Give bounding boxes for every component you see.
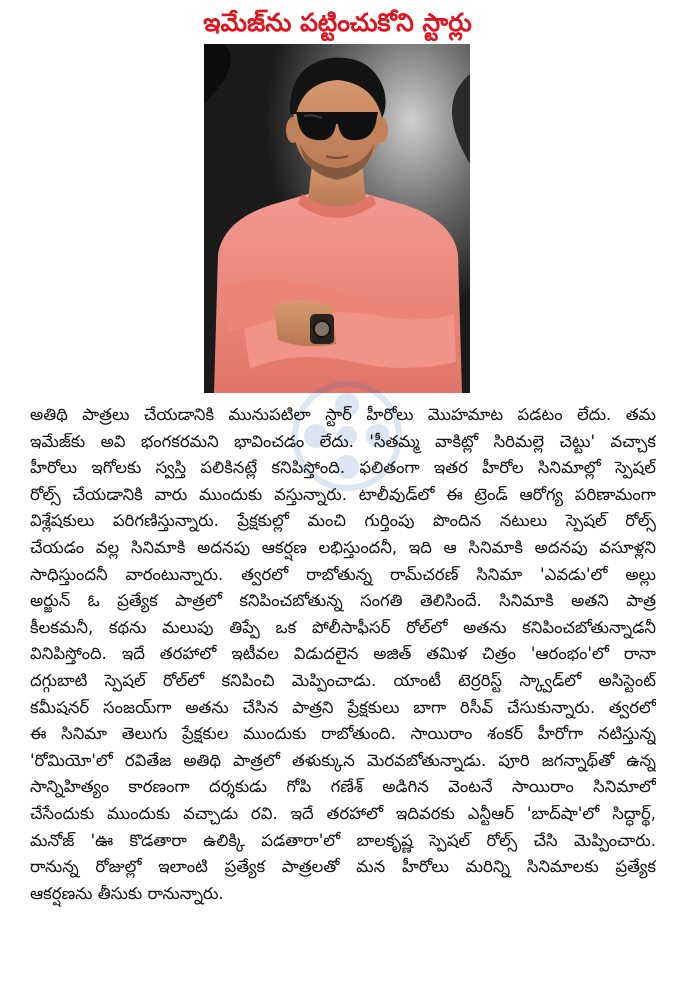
- article-body: [30, 402, 656, 907]
- article-line: రోల్స్ చేయడానికి వారు ముందుకు వస్తున్నారు. టాలీవుడ్‌లో ఈ ట్రెండ్ ఆరోగ్య పరిణామంగా: [30, 484, 656, 504]
- article-line: రానున్న రోజుల్లో ఇలాంటి ప్రత్యేక పాత్రలతో మన హీరోలు మరిన్ని సినిమాలకు ప్రత్యేక: [30, 857, 656, 877]
- portrait-photo: [204, 44, 470, 393]
- article-line: అర్జున్ ఓ ప్రత్యేక పాత్రలో కనిపించబోతున్న సంగతి తెలిసిందే. సినిమాకి అతని పాత్ర: [30, 591, 656, 611]
- article-line: సాన్నిహిత్యం కారణంగా దర్శకుడు గోపి గణేశ్ అడిగిన వెంటనే సాయిరాం సినిమాలో: [30, 777, 656, 797]
- article-line: సాధిస్తుందనీ వారంటున్నారు. త్వరలో రాబోతున్న రామ్‌చరణ్ సినిమా 'ఎవడు'లో అల్లు: [30, 564, 656, 584]
- article-line: మనోజ్ 'ఊ కొడతారా ఉలిక్కి పడతారా'లో బాలకృష్ణ స్పెషల్ రోల్స్ చేసి మెప్పించారు.: [30, 830, 656, 850]
- article-line: కమీషనర్ సంజయ్‌గా అతను చేసిన పాత్రని ప్రేక్షకులు బాగా రిసీవ్ చేసుకున్నారు. త్వరలో: [30, 697, 656, 717]
- article-line: విశ్లేషకులు పరిగణిస్తున్నారు. ప్రేక్షకుల్లో మంచి గుర్తింపు పొందిన నటులు స్పెషల్ రోల్స్: [30, 511, 656, 531]
- article-line: దగ్గుబాటి స్పెషల్ రోల్‌లో కనిపించి మెప్పించాడు. యాంటీ టెర్రరిస్ట్ స్క్వాడ్‌లో అసిస్టెంట్: [30, 670, 656, 690]
- article-line: ఈ సినిమా తెలుగు ప్రేక్షకుల ముందుకు రాబోతుంది. సాయిరాం శంకర్ హీరోగా నటిస్తున్న: [30, 724, 656, 744]
- headline: ఇమేజ్‌ను పట్టించుకోని స్టార్లు: [203, 8, 472, 37]
- article-line: వినిపిస్తోంది. ఇదే తరహాలో ఇటీవల విడుదలైన అజిత్ తమిళ చిత్రం 'ఆరంభం'లో రానా: [30, 644, 656, 664]
- article-line: చేయడం వల్ల సినిమాకి అదనపు ఆకర్షణ లభిస్తుందనీ, ఇది ఆ సినిమాకి అదనపు వసూళ్లని: [30, 537, 656, 557]
- article-line: ఇమేజ్‌కు అవి భంగకరమని భావించడం లేదు. 'సీతమ్మ వాకిట్లో సిరిమల్లె చెట్టు' వచ్చాక: [30, 431, 656, 451]
- article-line: అతిథి పాత్రలు చేయడానికి మునుపటిలా స్టార్ హీరోలు మొహమాట పడటం లేదు. తమ: [30, 405, 656, 424]
- article-line: ఆకర్షణను తీసుకు రానున్నారు.: [30, 883, 224, 903]
- article-line: చేసేందుకు ముందుకు వచ్చాడు రవి. ఇదే తరహాలో ఇదివరకు ఎన్టీఆర్ 'బాద్‌షా'లో సిద్ధార్థ్,: [30, 803, 656, 823]
- article-line: హీరోలు ఇగోలకు స్వస్తి పలికినట్లే కనిపిస్తోంది. ఫలితంగా ఇతర హీరోల సినిమాల్లో స్పెషల్: [30, 458, 656, 478]
- article-line: కీలకమనీ, కథను మలుపు తిప్పే ఒక పోలీసాఫీసర్ రోల్‌లో అతను కనిపించబోతున్నాడనీ: [30, 617, 656, 637]
- article-line: 'రోమియో'లో రవితేజ అతిథి పాత్రలో తళుక్కున మెరవబోతున్నాడు. పూరి జగన్నాథ్‌తో ఉన్న: [30, 750, 656, 770]
